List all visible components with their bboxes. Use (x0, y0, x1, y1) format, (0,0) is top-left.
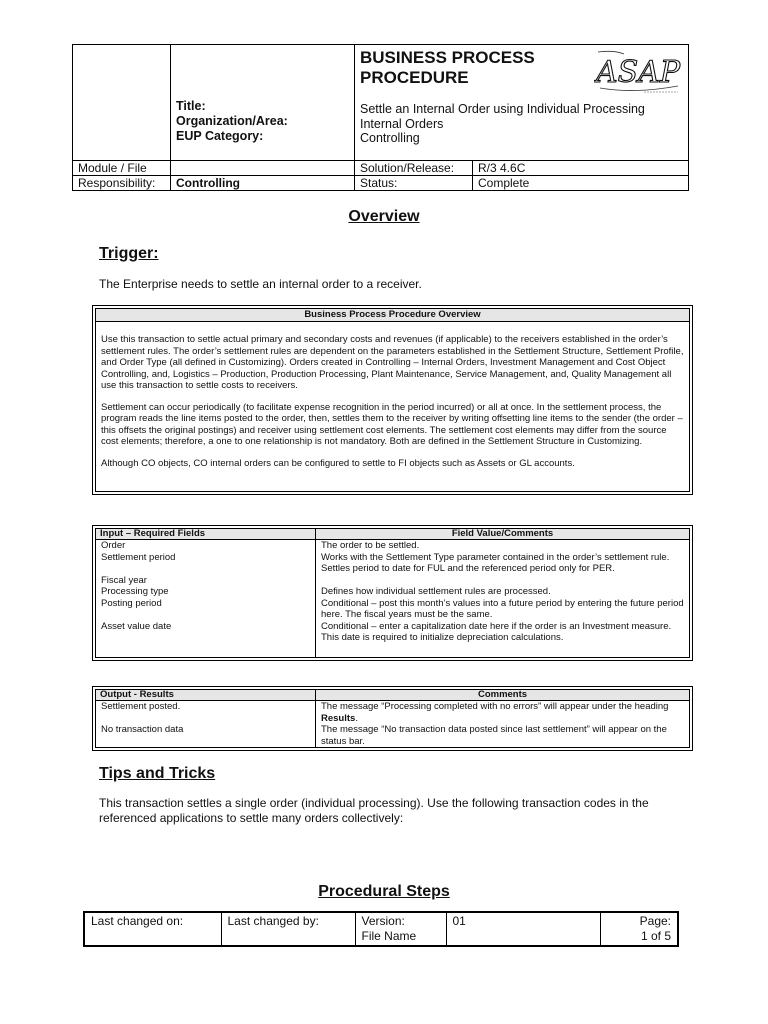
file-name-label: File Name (361, 929, 417, 943)
table-row (96, 701, 690, 725)
module-label: Module / File (73, 161, 171, 176)
tips-heading: Tips and Tricks (99, 765, 216, 782)
trigger-text: The Enterprise needs to settle an internal order to a receiver. (99, 277, 422, 291)
result-comment: The message “No transaction data posted since last settlement” will appear on the status bar. (316, 724, 690, 748)
header-title-cell (355, 45, 689, 161)
table-row (96, 552, 690, 575)
document-type-title: BUSINESS PROCESS PROCEDURE (360, 48, 535, 87)
page-number: 1 of 5 (640, 929, 671, 943)
field-name: Settlement period (96, 552, 316, 575)
table-row (96, 586, 690, 598)
organization-value: Internal Orders (360, 116, 444, 131)
table-row (96, 724, 690, 748)
overview-box-title: Business Process Procedure Overview (96, 309, 689, 322)
page-cell (600, 912, 678, 946)
organization-label: Organization/Area: (176, 114, 288, 128)
tips-text: This transaction settles a single order (individual processing). Use the following transaction codes in the referenced applications to settle many orders collectively: (99, 796, 649, 825)
table-row (96, 575, 690, 587)
responsibility-value: Controlling (171, 176, 355, 191)
process-overview-box (92, 305, 693, 495)
input-fields-table (92, 525, 693, 661)
comments-col-header: Comments (316, 690, 690, 701)
field-comment (316, 575, 690, 587)
field-name: Order (96, 540, 316, 552)
table-row (96, 621, 690, 644)
version-value: 01 (446, 912, 600, 946)
version-cell (355, 912, 446, 946)
responsibility-label: Responsibility: (73, 176, 171, 191)
asap-logo (594, 48, 682, 96)
title-label: Title: (176, 99, 206, 113)
field-name: Asset value date (96, 621, 316, 644)
solution-label: Solution/Release: (355, 161, 473, 176)
procedural-steps-heading: Procedural Steps (318, 883, 450, 900)
result-name: No transaction data (96, 724, 316, 748)
eup-category-label: EUP Category: (176, 129, 264, 143)
field-comment (316, 644, 690, 658)
header-blank-cell (73, 45, 171, 161)
output-results-table (92, 686, 693, 751)
status-value: Complete (473, 176, 689, 191)
overview-paragraph: Although CO objects, CO internal orders can be configured to settle to FI objects such as Assets or GL accounts. (101, 457, 575, 469)
solution-value: R/3 4.6C (473, 161, 689, 176)
field-name: Processing type (96, 586, 316, 598)
module-value (171, 161, 355, 176)
comments-col-header: Field Value/Comments (316, 529, 690, 540)
input-col-header: Input – Required Fields (96, 529, 316, 540)
field-name: Posting period (96, 598, 316, 621)
logo-lettering: ASAP (595, 55, 681, 90)
header-labels-cell (171, 45, 355, 161)
page-label: Page: (639, 914, 671, 928)
last-changed-on-label: Last changed on: (84, 912, 221, 946)
overview-heading: Overview (348, 208, 420, 225)
eup-category-value: Controlling (360, 131, 420, 145)
overview-paragraph: Use this transaction to settle actual primary and secondary costs and revenues (if applicable) to the receivers established in the order’s settlement rules. The order’s settlement rules are dependent on the parameters established in the Settlement Structure, Settlement Profile, and Order Type (all defined in Customizing). Orders created in Controlling – Internal Orders, Investment Management and Cost Object Controlling, and, Logistics – Production, Production Processing, Plant Maintenance, Service Management, and, Quality Management all use this transaction to settle costs to receivers. (101, 334, 684, 391)
output-col-header: Output - Results (96, 690, 316, 701)
field-comment: Defines how individual settlement rules are processed. (316, 586, 690, 598)
field-name (96, 644, 316, 658)
results-emphasis: Results (321, 712, 356, 724)
result-name: Settlement posted. (96, 701, 316, 725)
field-comment: The order to be settled. (316, 540, 690, 552)
document-footer-table (83, 911, 679, 947)
table-row (96, 644, 690, 658)
field-name: Fiscal year (96, 575, 316, 587)
result-comment: The message “Processing completed with no errors” will appear under the heading Results. (316, 701, 690, 725)
table-row (96, 598, 690, 621)
last-changed-by-label: Last changed by: (221, 912, 355, 946)
field-comment: Conditional – post this month’s values into a future period by entering the future period here. The fiscal years must be the same. (316, 598, 690, 621)
field-comment: Conditional – enter a capitalization date here if the order is an Investment measure. This date is required to initialize depreciation calculations. (316, 621, 690, 644)
title-value: Settle an Internal Order using Individual Processing (360, 102, 645, 116)
version-label: Version: (361, 914, 405, 928)
status-label: Status: (355, 176, 473, 191)
document-header-table (72, 44, 689, 191)
field-comment: Works with the Settlement Type parameter contained in the order’s settlement rule. Settles period to date for FUL and the referenced period only for PER. (316, 552, 690, 575)
table-row (96, 540, 690, 552)
overview-paragraph: Settlement can occur periodically (to facilitate expense recognition in the period incurred) or all at once. In the settlement process, the program reads the line items posted to the order, then, settles them to the receiver by writing offsetting line items to the sender (the order – this offsets the original postings) and receiver using settlement cost elements. The settlement cost elements may differ from the source cost elements; therefore, a one to one relationship is not mandatory. Both are defined in the Settlement Structure in Customizing. (101, 401, 683, 447)
trigger-heading: Trigger: (99, 245, 159, 262)
